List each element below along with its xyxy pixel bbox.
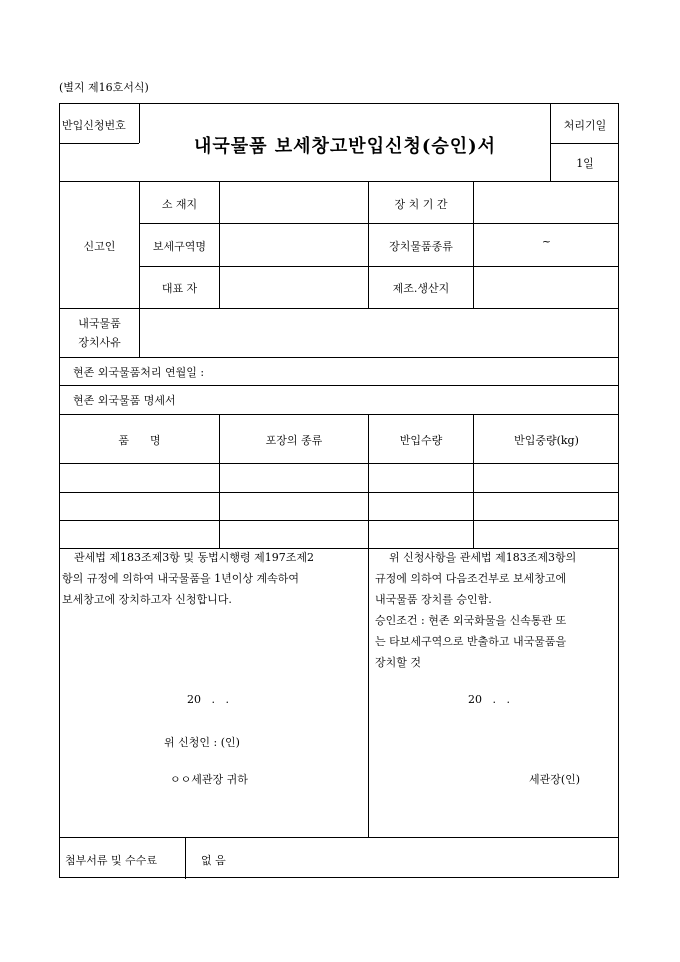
statement-line: 위 신청사항을 관세법 제183조제3항의 bbox=[389, 551, 577, 564]
processing-period-value: 1일 bbox=[576, 157, 594, 170]
divider bbox=[185, 837, 186, 879]
form-title: 내국물품 보세창고반입신청(승인)서 bbox=[193, 136, 497, 157]
statement-line: 장치할 것 bbox=[375, 656, 422, 669]
approval-date: 20 . . bbox=[468, 693, 510, 706]
approval-statement bbox=[375, 547, 617, 673]
goods-table-header: 반입수량 bbox=[399, 434, 443, 447]
customs-addressee: ㅇㅇ세관장 귀하 bbox=[170, 773, 248, 786]
goods-table-header: 반입중량(kg) bbox=[514, 434, 579, 447]
divider bbox=[550, 143, 619, 144]
processing-period-label: 처리기일 bbox=[563, 119, 607, 132]
divider bbox=[60, 385, 619, 386]
divider bbox=[368, 548, 369, 837]
approval-signer: 세관장(인) bbox=[529, 773, 581, 786]
statement-line: 는 타보세구역으로 반출하고 내국물품을 bbox=[375, 635, 567, 648]
divider bbox=[60, 492, 619, 493]
apply-no-label: 반입신청번호 bbox=[62, 119, 126, 132]
declarant-label: 신고인 bbox=[83, 240, 116, 253]
divider bbox=[60, 463, 619, 464]
goods-type-label: 장치물품종류 bbox=[389, 240, 453, 253]
applicant-date: 20 . . bbox=[187, 693, 229, 706]
bonded-area-label: 보세구역명 bbox=[152, 240, 207, 253]
origin-label: 제조.생산지 bbox=[392, 282, 450, 295]
attachments-label: 첨부서류 및 수수료 bbox=[65, 854, 158, 867]
divider bbox=[60, 520, 619, 521]
divider bbox=[139, 308, 140, 357]
applicant-statement bbox=[62, 547, 366, 610]
storage-period-label: 장 치 기 간 bbox=[394, 198, 448, 211]
existing-foreign-date: 현존 외국물품처리 연월일 : bbox=[73, 366, 205, 379]
statement-line: 내국물품 장치를 승인함. bbox=[375, 593, 492, 606]
reason-label-line2: 장치사유 bbox=[78, 336, 121, 349]
divider bbox=[60, 308, 619, 309]
storage-period-value: ~ bbox=[541, 235, 552, 248]
statement-line: 항의 규정에 의하여 내국물품을 1년이상 계속하여 bbox=[62, 572, 299, 585]
form-label: (별지 제16호서식) bbox=[59, 81, 149, 94]
divider bbox=[60, 357, 619, 358]
goods-table-header: 포장의 종류 bbox=[265, 434, 323, 447]
statement-line: 관세법 제183조제3항 및 동법시행령 제197조제2 bbox=[74, 551, 314, 564]
statement-line: 보세창고에 장치하고자 신청합니다. bbox=[62, 593, 232, 606]
divider bbox=[139, 223, 619, 224]
divider bbox=[60, 414, 619, 415]
divider bbox=[60, 837, 619, 838]
divider bbox=[60, 181, 619, 182]
divider bbox=[60, 143, 139, 144]
existing-foreign-list: 현존 외국물품 명세서 bbox=[73, 394, 176, 407]
attachments-value: 없 음 bbox=[201, 854, 226, 867]
applicant-signer: 위 신청인 : (인) bbox=[164, 736, 240, 749]
representative-label: 대표 자 bbox=[161, 282, 198, 295]
statement-line: 규정에 의하여 다음조건부로 보세창고에 bbox=[375, 572, 567, 585]
reason-label-line1: 내국물품 bbox=[78, 317, 121, 330]
location-label: 소 재지 bbox=[161, 198, 198, 211]
divider bbox=[219, 181, 220, 308]
divider bbox=[139, 266, 619, 267]
statement-line: 승인조건 : 현존 외국화물을 신속통관 또 bbox=[375, 614, 567, 627]
application-form bbox=[59, 103, 619, 878]
goods-table-header: 품 명 bbox=[118, 434, 161, 447]
